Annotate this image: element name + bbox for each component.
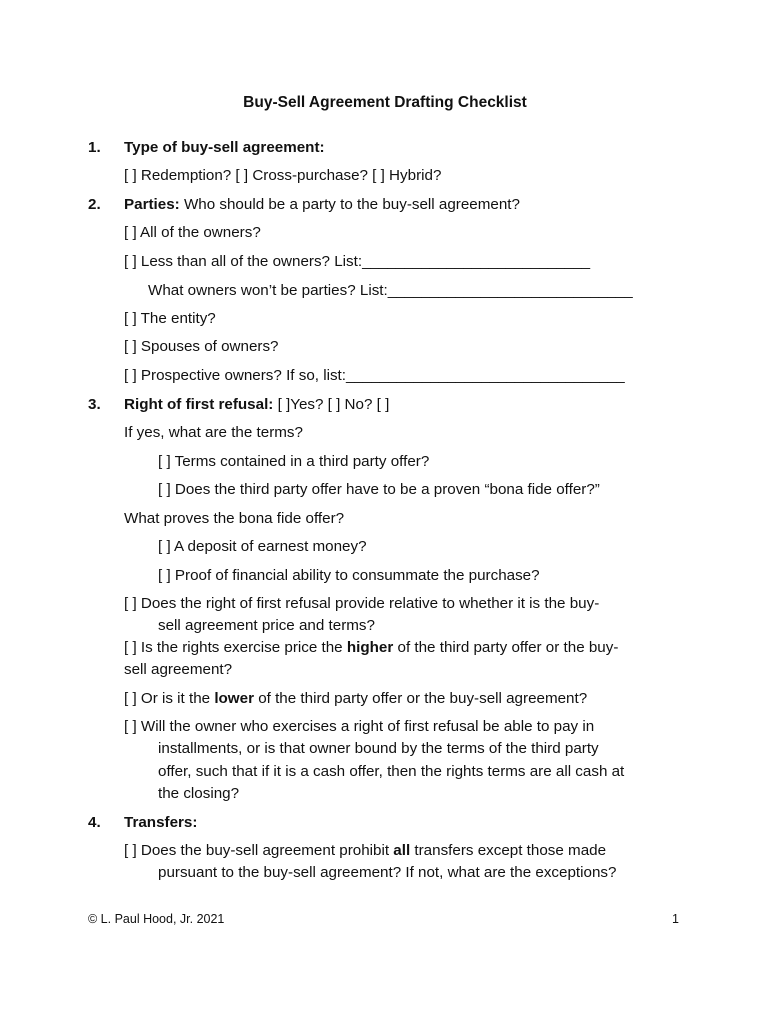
- section-3-installments-line4: the closing?: [158, 785, 240, 802]
- section-3-installments-line1: [ ] Will the owner who exercises a right of first refusal be able to pay in: [124, 718, 595, 735]
- section-4-transfers-line2: pursuant to the buy-sell agreement? If not, what are the exceptions?: [158, 864, 617, 881]
- section-4-heading: Transfers:: [124, 814, 198, 831]
- section-3-installments-line3: offer, such that if it is a cash offer, then the rights terms are all cash at: [158, 763, 625, 780]
- section-3-higher-post: of the third party offer or the buy-: [393, 639, 619, 656]
- section-3-higher-bold: higher: [346, 639, 394, 656]
- section-4-transfers-line1: [124, 841, 606, 861]
- section-2-heading: Parties:: [124, 196, 180, 213]
- section-3-higher-line1: [124, 638, 618, 658]
- section-4-transfers-bold: all: [393, 842, 411, 859]
- section-2-item-less-than-all: [ ] Less than all of the owners? List:___________________________: [124, 253, 591, 270]
- section-3-heading: Right of first refusal:: [124, 396, 274, 413]
- section-3-earnest-money: [ ] A deposit of earnest money?: [158, 538, 367, 555]
- footer-page-number: 1: [672, 912, 679, 926]
- section-3-lower-pre: [ ] Or is it the: [124, 690, 215, 707]
- section-3-number: 3.: [88, 396, 101, 413]
- section-2-item-spouses: [ ] Spouses of owners?: [124, 338, 279, 355]
- section-2-heading-line: [124, 195, 520, 215]
- section-3-terms-question: If yes, what are the terms?: [124, 424, 303, 441]
- section-3-price-terms-line1: [ ] Does the right of first refusal provide relative to whether it is the buy-: [124, 595, 600, 612]
- section-2-number: 2.: [88, 196, 101, 213]
- section-3-third-party-terms: [ ] Terms contained in a third party offer?: [158, 453, 430, 470]
- section-3-bona-fide: [ ] Does the third party offer have to be a proven “bona fide offer?”: [158, 481, 600, 498]
- section-1-options: [ ] Redemption? [ ] Cross-purchase? [ ] Hybrid?: [124, 167, 442, 184]
- section-3-heading-line: [124, 395, 389, 415]
- section-3-options: [ ]Yes? [ ] No? [ ]: [273, 396, 390, 413]
- section-3-higher-line2: sell agreement?: [124, 661, 233, 678]
- section-4-transfers-pre: [ ] Does the buy-sell agreement prohibit: [124, 842, 394, 859]
- section-3-proof-question: What proves the bona fide offer?: [124, 510, 345, 527]
- section-3-installments-line2: installments, or is that owner bound by the terms of the third party: [158, 740, 599, 757]
- section-2-item-all-owners: [ ] All of the owners?: [124, 224, 261, 241]
- document-title: Buy-Sell Agreement Drafting Checklist: [243, 94, 527, 111]
- section-2-question: Who should be a party to the buy-sell agreement?: [179, 196, 520, 213]
- section-3-lower-post: of the third party offer or the buy-sell agreement?: [253, 690, 588, 707]
- section-2-item-prospective: [ ] Prospective owners? If so, list:_________________________________: [124, 367, 625, 384]
- section-2-item-not-parties: What owners won’t be parties? List:_____________________________: [148, 282, 633, 299]
- section-3-lower-bold: lower: [214, 690, 254, 707]
- section-3-higher-pre: [ ] Is the rights exercise price the: [124, 639, 347, 656]
- footer-copyright: © L. Paul Hood, Jr. 2021: [88, 912, 225, 926]
- section-3-financial-ability: [ ] Proof of financial ability to consummate the purchase?: [158, 567, 540, 584]
- section-1-heading: Type of buy-sell agreement:: [124, 139, 325, 156]
- section-4-number: 4.: [88, 814, 101, 831]
- section-2-item-entity: [ ] The entity?: [124, 310, 216, 327]
- section-3-lower: [124, 689, 587, 709]
- section-1-number: 1.: [88, 139, 101, 156]
- section-3-price-terms-line2: sell agreement price and terms?: [158, 617, 375, 634]
- section-4-transfers-post: transfers except those made: [410, 842, 607, 859]
